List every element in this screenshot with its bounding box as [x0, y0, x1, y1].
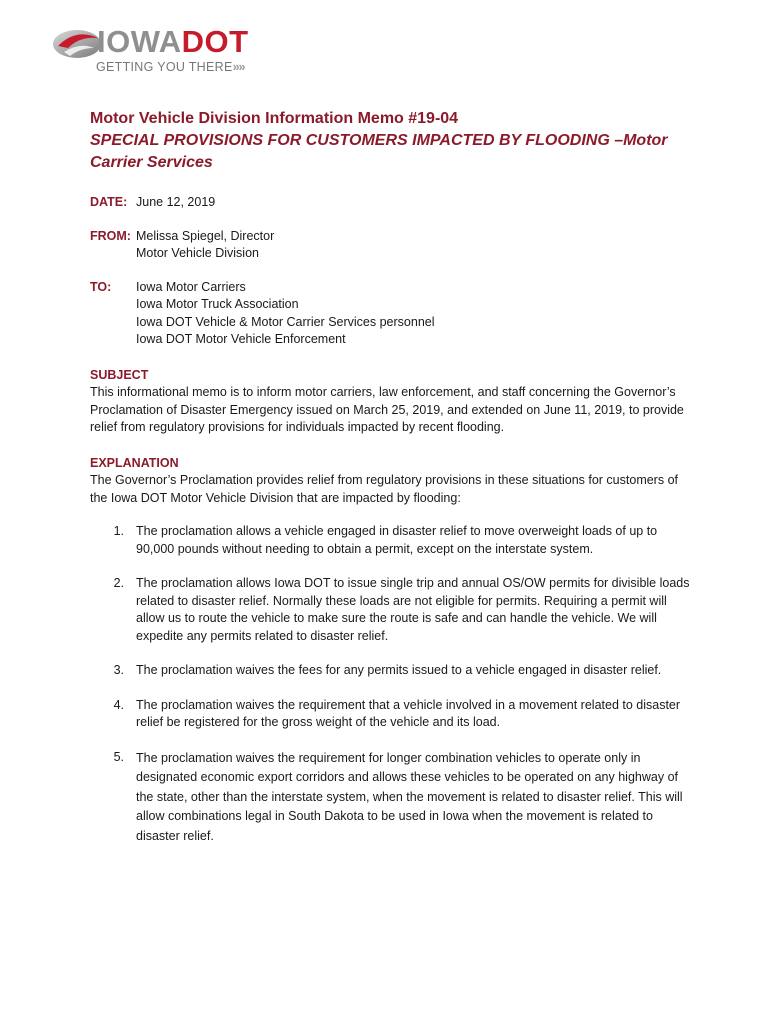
- list-item-text: The proclamation allows Iowa DOT to issue single trip and annual OS/OW permits for divisible loads related to disaster relief. Normally these loads are not eligible for permits. Requiring a permit will allow us to route the vehicle to make sure the route is safe and can handle the vehicle. We will expedite any permits related to disaster relief.: [136, 576, 690, 643]
- list-item-number: 2.: [113, 576, 124, 590]
- from-line: Melissa Spiegel, Director: [136, 228, 275, 243]
- list-item-text: The proclamation waives the requirement for longer combination vehicles to operate only in designated economic export corridors and allows these vehicles to be operated on any highway of the state, other than the interstate system, when the movement is related to disaster relief. This will allow combinations legal in South Dakota to be used in Iowa when the movement is related to disaster relief.: [136, 750, 683, 843]
- from-label: FROM:: [90, 228, 131, 243]
- list-item-number: 4.: [113, 697, 124, 712]
- list-item-text: The proclamation waives the fees for any permits issued to a vehicle engaged in disaster relief.: [136, 663, 662, 677]
- memo-title: Motor Vehicle Division Information Memo #19-04: [90, 110, 459, 127]
- to-field: [90, 279, 690, 349]
- to-line: Iowa Motor Carriers: [136, 279, 246, 294]
- to-line: Iowa DOT Motor Vehicle Enforcement: [136, 332, 346, 346]
- date-label: DATE:: [90, 195, 128, 209]
- list-item: [90, 749, 690, 847]
- subject-heading: SUBJECT: [90, 367, 149, 382]
- logo-dot-text: DOT: [181, 24, 249, 59]
- list-item: [90, 662, 690, 680]
- tagline-text: GETTING YOU THERE: [96, 60, 233, 74]
- subject-text: This informational memo is to inform motor carriers, law enforcement, and staff concerning the Governor’s Proclamation of Disaster Emergency issued on March 25, 2019, and extended on June 11, 2019, to provide relief from regulatory provisions for individuals impacted by recent flooding.: [90, 385, 684, 434]
- tagline-arrows-icon: »»: [232, 60, 245, 74]
- list-item-number: 1.: [113, 524, 124, 538]
- explanation-text: The Governor’s Proclamation provides relief from regulatory provisions in these situations for customers of the Iowa DOT Motor Vehicle Division that are impacted by flooding:: [90, 473, 678, 505]
- list-item: [90, 523, 690, 558]
- provisions-list: [90, 523, 690, 846]
- date-value: June 12, 2019: [136, 195, 216, 209]
- logo-tagline: [96, 60, 245, 74]
- memo-subtitle: SPECIAL PROVISIONS FOR CUSTOMERS IMPACTED BY FLOODING –Motor Carrier Services: [90, 132, 668, 171]
- to-line: Iowa Motor Truck Association: [136, 297, 299, 311]
- list-item-text: The proclamation allows a vehicle engaged in disaster relief to move overweight loads of up to 90,000 pounds without needing to obtain a permit, except on the interstate system.: [136, 524, 658, 556]
- logo-iowa-text: IOWA: [97, 24, 182, 59]
- list-item: [90, 575, 690, 645]
- to-label: TO:: [90, 279, 112, 294]
- list-item-number: 3.: [113, 663, 124, 677]
- list-item-number: 5.: [113, 749, 124, 764]
- list-item-text: The proclamation waives the requirement that a vehicle involved in a movement related to disaster relief be registered for the gross weight of the vehicle and its load.: [136, 697, 681, 729]
- from-line: Motor Vehicle Division: [136, 246, 259, 260]
- from-field: [90, 228, 690, 263]
- logo-wordmark: [97, 22, 249, 62]
- date-field: [90, 194, 690, 212]
- list-item: [90, 697, 690, 732]
- to-line: Iowa DOT Vehicle & Motor Carrier Services personnel: [136, 314, 435, 329]
- explanation-heading: EXPLANATION: [90, 455, 179, 470]
- memo-body: [90, 108, 690, 863]
